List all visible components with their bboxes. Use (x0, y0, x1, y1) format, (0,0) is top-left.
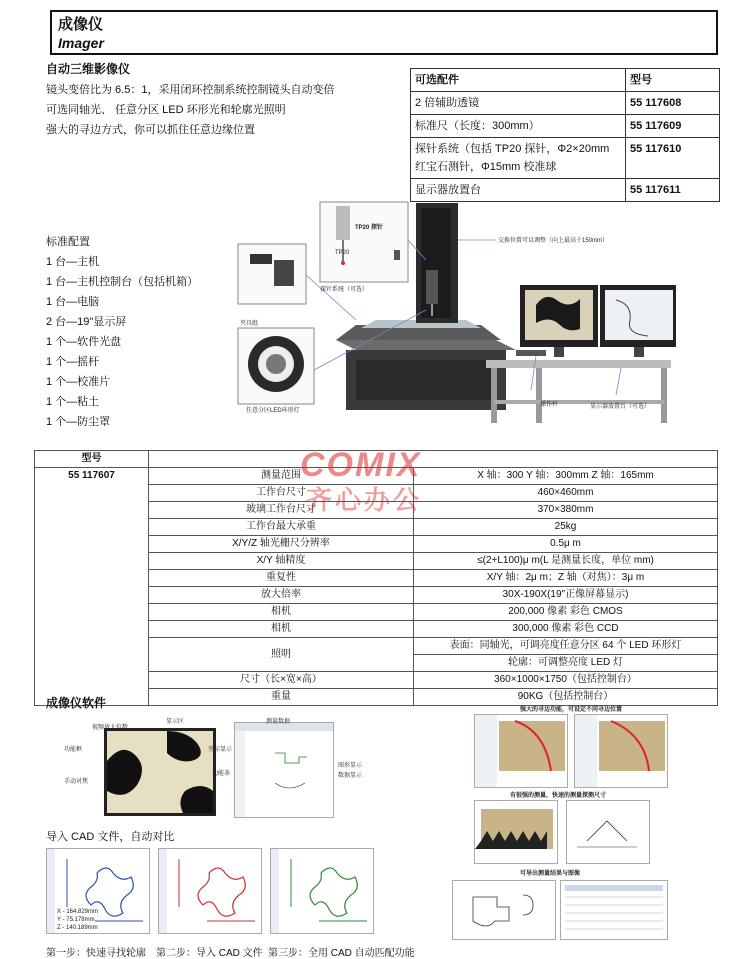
export-screen-2 (560, 880, 668, 940)
spec-value: X 轴：300 Y 轴：300mm Z 轴：165mm (414, 468, 718, 485)
spec-label: 玻璃工作台尺寸 (149, 502, 414, 519)
coord-z: Z - 140.189mm (57, 925, 98, 931)
export-view-1 (453, 881, 555, 939)
header-accessory: 可选配件 (411, 69, 626, 92)
machine-illustration (236, 200, 676, 430)
edge-screen-1 (474, 714, 568, 788)
title-en: Imager (58, 35, 104, 51)
callout-stroke: 交换位置可以调整（向上最高于150mm） (498, 238, 609, 244)
edge-view-1 (475, 715, 567, 787)
product-name: 自动三维影像仪 (46, 62, 131, 76)
graph-view (235, 723, 333, 817)
title-cn: 成像仪 (58, 16, 104, 33)
cad-view-3 (271, 849, 373, 933)
accessory-name: 探针系统（包括 TP20 探针，Φ2×20mm 红宝石测针，Φ15mm 校准球 (411, 138, 626, 179)
cad-screen-2 (158, 848, 262, 934)
measure-screen-2 (566, 800, 650, 864)
edge-view-2 (575, 715, 667, 787)
step-2: 第二步：导入 CAD 文件 (156, 948, 263, 959)
config-item: 1 个—粘土 (46, 396, 100, 408)
callout-coords: 坐标显示 (208, 747, 233, 753)
callout-display: 显示区 (166, 719, 185, 725)
export-screen-1 (452, 880, 556, 940)
accessory-code: 55 117609 (626, 115, 720, 138)
spec-label: 重量 (149, 689, 414, 706)
header-box (50, 10, 718, 55)
spec-value: X/Y 轴：2μ m；Z 轴（对焦）：3μ m (414, 570, 718, 587)
caption-edge: 强大的寻边功能，可设定不同寻边位置 (520, 707, 623, 713)
standard-config (46, 232, 198, 432)
callout-probe-brand: TP20 (335, 250, 350, 256)
callout-zoom: 视频放大倍数 (92, 725, 129, 731)
accessories-table (410, 68, 720, 202)
table-header-row (411, 69, 720, 92)
spec-value: ≤(2+L100)μ m(L 是测量长度，单位 mm) (414, 553, 718, 570)
measure-view-1 (475, 801, 557, 863)
callout-graph: 图形显示 (338, 763, 363, 769)
coord-y: Y - 75.178mm (57, 917, 95, 923)
table-row (411, 179, 720, 202)
spec-value: 370×380mm (414, 502, 718, 519)
callout-fixture: 夹具组 (240, 321, 259, 327)
accessory-name: 显示器放置台 (411, 179, 626, 202)
watermark-brand: COMIX (300, 446, 422, 484)
software-title: 成像仪软件 (46, 696, 107, 710)
spec-value: 200,000 像素 彩色 CMOS (414, 604, 718, 621)
spec-label: 相机 (149, 604, 414, 621)
callout-monitor-stand: 显示器放置台（可选） (590, 404, 651, 410)
spec-label: 尺寸（长×宽×高） (149, 672, 414, 689)
spec-label: 工作台尺寸 (149, 485, 414, 502)
table-row (411, 115, 720, 138)
caption-measure: 有很强的测量，快速的测量探测尺寸 (510, 793, 607, 799)
config-title: 标准配置 (46, 236, 90, 248)
callout-ring-light: 任意分区LED环形灯 (246, 408, 300, 414)
config-item: 1 个—校准片 (46, 376, 111, 388)
coord-x: X - 164.829mm (57, 909, 99, 915)
caption-export: 可导出测量结果与图像 (520, 871, 581, 877)
callout-function-box: 功能框 (64, 747, 83, 753)
config-item: 2 台—19"显示屏 (46, 316, 127, 328)
cad-title: 导入 CAD 文件，自动对比 (46, 831, 175, 843)
spec-value: 25kg (414, 519, 718, 536)
spec-value: 360×1000×1750（包括控制台） (414, 672, 718, 689)
config-item: 1 台—主机控制台（包括机箱） (46, 276, 199, 288)
spec-label: 重复性 (149, 570, 414, 587)
callout-focus: 手动对焦 (64, 779, 89, 785)
feature-item: 强大的寻边方式，你可以抓住任意边缘位置 (46, 124, 255, 136)
spec-value: 轮廓：可调整亮度 LED 灯 (414, 655, 718, 672)
callout-tp20: TP20 探针 (355, 225, 384, 231)
config-item: 1 个—摇杆 (46, 356, 100, 368)
spec-label: 测量范围 (149, 468, 414, 485)
export-table-view (561, 881, 667, 939)
spec-header-code: 型号 (35, 451, 149, 468)
callout-data: 数据显示 (338, 773, 363, 779)
spec-label: 工作台最大承重 (149, 519, 414, 536)
feature-list (46, 80, 334, 140)
accessory-name: 2 倍辅助透镜 (411, 92, 626, 115)
spec-header-blank (149, 451, 718, 468)
measure-screen-1 (474, 800, 558, 864)
video-view (107, 731, 213, 813)
spec-value: 90KG（包括控制台） (414, 689, 718, 706)
feature-item: 可选同轴光、 任意分区 LED 环形光和轮廓光照明 (46, 104, 286, 116)
spec-value: 表面：同轴光，可调亮度任意分区 64 个 LED 环形灯 (414, 638, 718, 655)
config-item: 1 个—软件光盘 (46, 336, 122, 348)
config-item: 1 台—电脑 (46, 296, 100, 308)
config-item: 1 个—防尘罩 (46, 416, 111, 428)
software-screen-data (234, 722, 334, 818)
software-screen-main (104, 728, 216, 816)
spec-label: 放大倍率 (149, 587, 414, 604)
step-1: 第一步：快速寻找轮廓 (46, 948, 146, 959)
cad-screen-1 (46, 848, 150, 934)
watermark-cn: 齐心办公 (306, 485, 423, 515)
config-item: 1 台—主机 (46, 256, 100, 268)
accessory-code: 55 117608 (626, 92, 720, 115)
accessory-code: 55 117611 (626, 179, 720, 202)
table-row (411, 138, 720, 179)
spec-value: 300,000 像素 彩色 CCD (414, 621, 718, 638)
cad-view-2 (159, 849, 261, 933)
callout-joystick: 操作杆 (540, 402, 559, 408)
callout-function-bar: 功能条 (212, 771, 231, 777)
spec-label: X/Y 轴精度 (149, 553, 414, 570)
callout-measure-data: 测量数据 (266, 719, 291, 725)
measure-view-2 (567, 801, 649, 863)
header-code: 型号 (626, 69, 720, 92)
accessory-name: 标准尺（长度：300mm） (411, 115, 626, 138)
step-3: 第三步：全用 CAD 自动匹配功能 (268, 948, 415, 959)
spec-label: 照明 (149, 638, 414, 672)
spec-value: 460×460mm (414, 485, 718, 502)
edge-screen-2 (574, 714, 668, 788)
feature-item: 镜头变倍比为 6.5：1，采用闭环控制系统控制镜头自动变倍 (46, 84, 335, 96)
spec-value: 30X-190X(19"正像屏幕显示) (414, 587, 718, 604)
accessory-code: 55 117610 (626, 138, 720, 179)
callout-probe-system: 探针系统（可选） (320, 287, 369, 293)
cad-screen-3 (270, 848, 374, 934)
spec-label: 相机 (149, 621, 414, 638)
spec-label: X/Y/Z 轴光栅尺分辨率 (149, 536, 414, 553)
spec-model-code: 55 117607 (35, 468, 149, 706)
spec-value: 0.5μ m (414, 536, 718, 553)
table-row (411, 92, 720, 115)
